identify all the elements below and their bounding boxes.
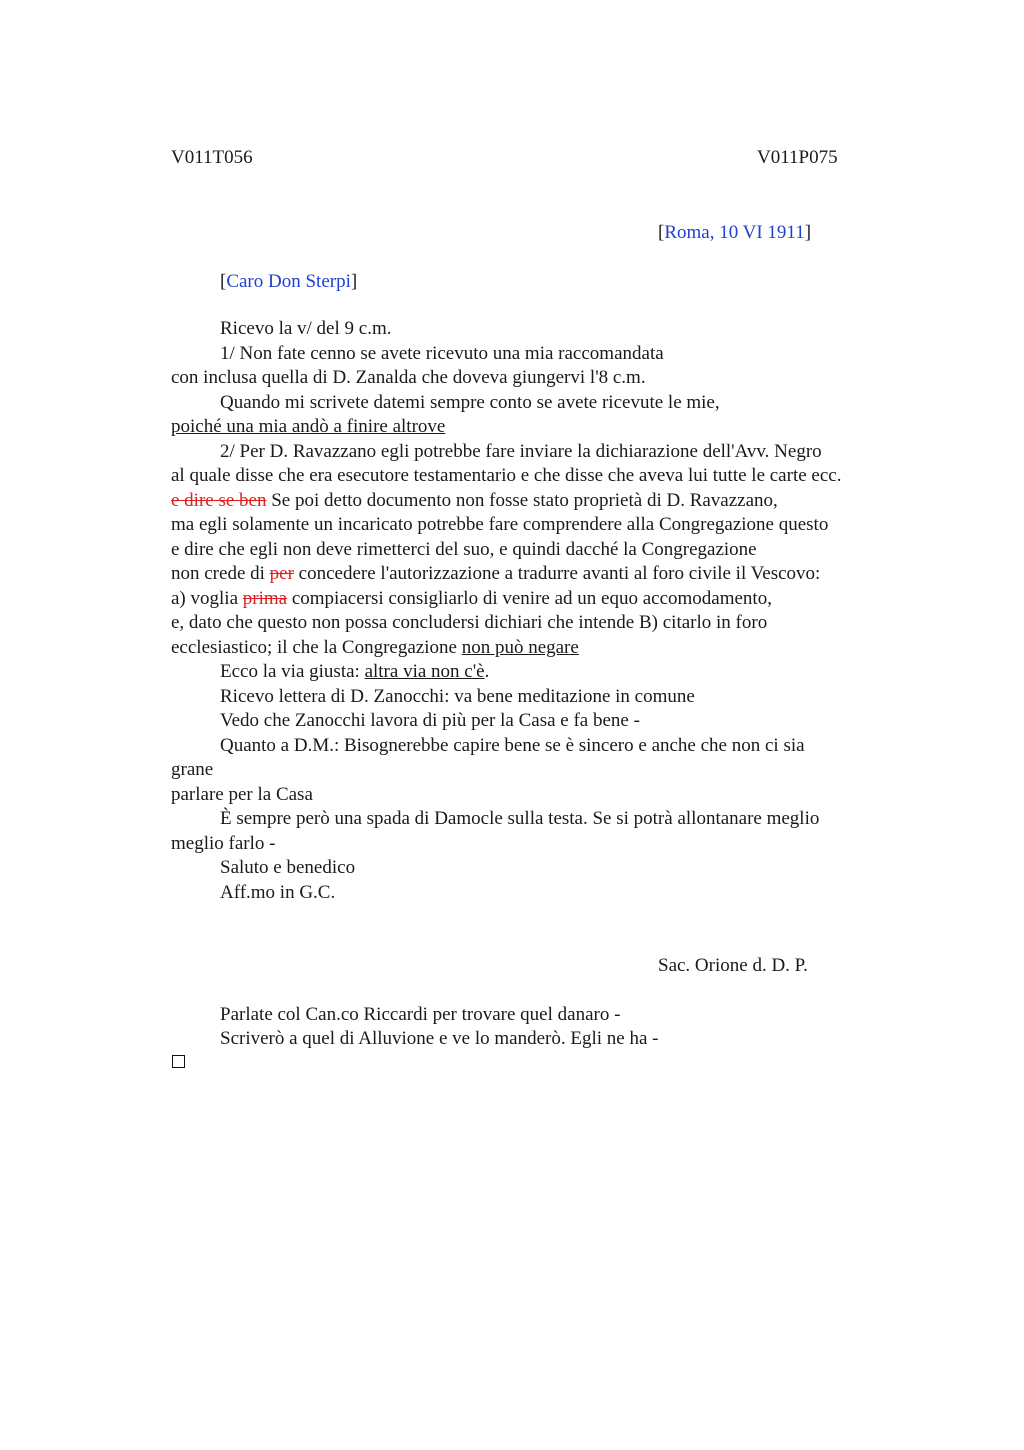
body-line	[171, 489, 911, 514]
postscript-line: Parlate col Can.co Riccardi per trovare quel danaro -	[220, 1004, 621, 1025]
deleted-text: e dire se ben	[171, 489, 267, 511]
body-line: Ricevo lettera di D. Zanocchi: va bene meditazione in comune	[220, 685, 695, 707]
body-line: meglio farlo -	[171, 832, 276, 854]
body-line	[171, 562, 911, 587]
body-line	[171, 636, 911, 661]
underlined-text: poiché una mia andò a finire altrove	[171, 416, 446, 437]
bracket-open: [	[220, 271, 227, 292]
body-line: parlare per la Casa	[171, 783, 313, 805]
document-code-left: V011T056	[171, 147, 253, 168]
body-line: e, dato che questo non possa concludersi dichiari che intende B) citarlo in foro	[171, 612, 768, 633]
body-text: Ecco la via giusta:	[220, 661, 365, 682]
end-marker-square-icon	[172, 1055, 185, 1068]
bracket-close: ]	[350, 271, 358, 292]
salutation	[220, 270, 357, 294]
postscript-line: Scriverò a quel di Alluvione e ve lo manderò. Egli ne ha -	[220, 1028, 659, 1049]
body-line: al quale disse che era esecutore testamentario e che disse che aveva lui tutte le carte ecc.	[171, 465, 842, 486]
body-line	[171, 660, 911, 685]
place-date-text: Roma, 10 VI 1911	[664, 222, 805, 243]
underlined-text: non può negare	[461, 636, 579, 658]
deleted-text: per	[269, 563, 294, 584]
bracket-open: [	[658, 222, 665, 243]
body-line	[171, 415, 911, 440]
body-line: grane	[171, 759, 214, 780]
body-line	[171, 587, 911, 612]
body-line: È sempre però una spada di Damocle sulla testa. Se si potrà allontanare meglio	[220, 808, 820, 829]
body-line: 2/ Per D. Ravazzano egli potrebbe fare inviare la dichiarazione dell'Avv. Negro	[220, 440, 822, 462]
body-line: Quanto a D.M.: Bisognerebbe capire bene se è sincero e anche che non ci sia	[220, 734, 805, 756]
body-line: Saluto e benedico	[220, 857, 356, 878]
body-text: concedere l'autorizzazione a tradurre avanti al foro civile il Vescovo:	[293, 563, 821, 584]
deleted-text: prima	[242, 587, 288, 609]
body-text: non crede di	[171, 563, 270, 584]
signature: Sac. Orione d. D. P.	[658, 955, 808, 976]
body-text: compiacersi consigliarlo di venire ad un equo accomodamento,	[287, 587, 772, 609]
bracket-close: ]	[804, 222, 812, 243]
body-line: ma egli solamente un incaricato potrebbe fare comprendere alla Congregazione questo	[171, 514, 829, 535]
body-text: a) voglia	[171, 587, 243, 609]
letter-body	[171, 317, 911, 905]
body-line: 1/ Non fate cenno se avete ricevuto una mia raccomandata	[220, 342, 664, 364]
body-line: Aff.mo in G.C.	[220, 881, 336, 903]
body-line: e dire che egli non deve rimetterci del suo, e quindi dacché la Congregazione	[171, 538, 757, 560]
salutation-text: Caro Don Sterpi	[226, 271, 351, 292]
place-date	[658, 221, 811, 245]
body-line: Ricevo la v/ del 9 c.m.	[220, 318, 392, 339]
document-code-right: V011P075	[757, 147, 838, 168]
body-text: Se poi detto documento non fosse stato proprietà di D. Ravazzano,	[266, 489, 778, 511]
body-text: ecclesiastico; il che la Congregazione	[171, 636, 462, 658]
body-line: Quando mi scrivete datemi sempre conto se avete ricevute le mie,	[220, 391, 720, 413]
body-line: con inclusa quella di D. Zanalda che doveva giungervi l'8 c.m.	[171, 367, 646, 388]
underlined-text: altra via non c'è	[364, 661, 485, 682]
body-line: Vedo che Zanocchi lavora di più per la Casa e fa bene -	[220, 710, 640, 731]
body-text: .	[484, 661, 490, 682]
